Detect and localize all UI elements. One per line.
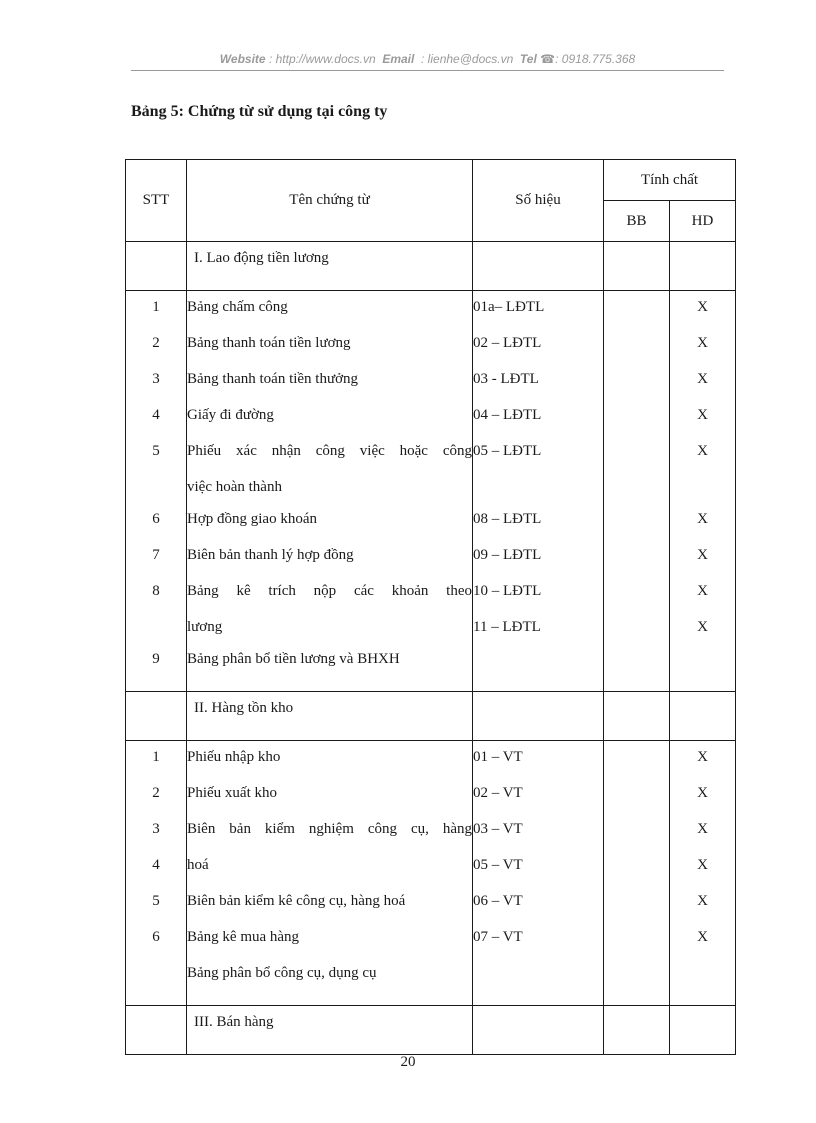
phone-icon: ☎ — [540, 52, 556, 66]
hd-mark: X — [697, 821, 708, 837]
code-cell: 03 - LĐTL — [473, 371, 539, 387]
hd-column — [670, 291, 736, 692]
section-row — [126, 1006, 736, 1055]
stt-cell: 5 — [152, 893, 160, 909]
hd-mark: X — [697, 443, 708, 459]
tel-label: Tel — [519, 52, 537, 66]
name-cell: lương — [187, 619, 223, 635]
code-cell: 10 – LĐTL — [473, 583, 542, 599]
name-cell: Biên bản kiểm kê công cụ, hàng hoá — [187, 893, 406, 909]
name-column — [187, 741, 473, 1006]
header-stt: STT — [126, 160, 187, 242]
documents-table — [125, 159, 736, 1055]
hd-mark: X — [697, 929, 708, 945]
stt-cell: 4 — [152, 407, 160, 423]
code-cell: 04 – LĐTL — [473, 407, 542, 423]
name-column — [187, 291, 473, 692]
section-row — [126, 242, 736, 291]
code-cell: 02 – LĐTL — [473, 335, 542, 351]
code-cell: 01a– LĐTL — [473, 299, 545, 315]
name-cell: Bảng thanh toán tiền thưởng — [187, 371, 359, 387]
hd-mark: X — [697, 299, 708, 315]
website-value: : http://www.docs.vn — [268, 52, 376, 66]
section-body — [126, 741, 736, 1006]
section-title: III. Bán hàng — [187, 1006, 473, 1055]
table-title: Bảng 5: Chứng từ sử dụng tại công ty — [131, 103, 388, 120]
stt-cell: 1 — [152, 299, 160, 315]
stt-cell: 2 — [152, 785, 160, 801]
email-value: : lienhe@docs.vn — [421, 52, 514, 66]
stt-cell: 9 — [152, 651, 160, 667]
hd-mark: X — [697, 407, 708, 423]
name-cell: Bảng kê trích nộp các khoản theo — [187, 583, 472, 599]
name-cell: Bảng phân bổ tiền lương và BHXH — [187, 651, 400, 667]
stt-column — [126, 741, 187, 1006]
name-cell: hoá — [187, 857, 209, 873]
code-column — [473, 741, 604, 1006]
page-number: 20 — [400, 1054, 416, 1070]
stt-cell: 2 — [152, 335, 160, 351]
code-cell: 09 – LĐTL — [473, 547, 542, 563]
name-cell: Phiếu nhập kho — [187, 749, 281, 765]
name-cell: Bảng thanh toán tiền lương — [187, 335, 351, 351]
hd-mark: X — [697, 857, 708, 873]
stt-cell: 1 — [152, 749, 160, 765]
code-cell — [473, 477, 603, 509]
hd-mark: X — [697, 893, 708, 909]
name-cell: Bảng kê mua hàng — [187, 929, 300, 945]
stt-cell: 6 — [152, 929, 160, 945]
code-cell: 01 – VT — [473, 749, 523, 765]
code-cell: 03 – VT — [473, 821, 523, 837]
website-label: Website — [219, 52, 266, 66]
section-title: II. Hàng tồn kho — [187, 692, 473, 741]
hd-mark: X — [697, 619, 708, 635]
hd-mark — [670, 477, 735, 509]
hd-mark: X — [697, 583, 708, 599]
hd-mark: X — [697, 511, 708, 527]
code-cell: 05 – VT — [473, 857, 523, 873]
bb-column — [604, 741, 670, 1006]
hd-mark: X — [697, 371, 708, 387]
header-name: Tên chứng từ — [187, 160, 473, 242]
header-divider — [131, 70, 724, 71]
hd-column — [670, 741, 736, 1006]
name-cell: việc hoàn thành — [187, 479, 282, 495]
code-cell: 06 – VT — [473, 893, 523, 909]
hd-mark: X — [697, 547, 708, 563]
name-cell: Biên bản thanh lý hợp đồng — [187, 547, 354, 563]
code-cell: 05 – LĐTL — [473, 443, 542, 459]
name-cell: Giấy đi đường — [187, 407, 274, 423]
stt-cell: 6 — [152, 511, 160, 527]
stt-cell — [126, 617, 186, 649]
code-cell: 02 – VT — [473, 785, 523, 801]
code-cell: 08 – LĐTL — [473, 511, 542, 527]
name-cell: Biên bản kiểm nghiệm công cụ, hàng — [187, 821, 472, 837]
section-body — [126, 291, 736, 692]
email-label: Email — [382, 52, 415, 66]
stt-cell: 3 — [152, 371, 160, 387]
header-hd: HD — [670, 201, 736, 242]
stt-cell: 7 — [152, 547, 160, 563]
stt-cell: 8 — [152, 583, 160, 599]
bb-column — [604, 291, 670, 692]
hd-mark: X — [697, 785, 708, 801]
stt-cell: 5 — [152, 443, 160, 459]
name-cell: Bảng phân bổ công cụ, dụng cụ — [187, 965, 377, 981]
code-column — [473, 291, 604, 692]
header-code: Số hiệu — [473, 160, 604, 242]
name-cell: Hợp đồng giao khoán — [187, 511, 317, 527]
stt-cell: 3 — [152, 821, 160, 837]
header-bb: BB — [604, 201, 670, 242]
section-title: I. Lao động tiền lương — [187, 242, 473, 291]
stt-cell — [126, 477, 186, 509]
page-header — [131, 52, 724, 66]
name-cell: Phiếu xuất kho — [187, 785, 277, 801]
tel-value: : 0918.775.368 — [555, 52, 636, 66]
table-header-row — [126, 160, 736, 201]
section-row — [126, 692, 736, 741]
name-cell: Bảng chấm công — [187, 299, 288, 315]
stt-cell: 4 — [152, 857, 160, 873]
code-cell: 07 – VT — [473, 929, 523, 945]
hd-mark: X — [697, 335, 708, 351]
header-nature: Tính chất — [604, 160, 736, 201]
name-cell: Phiếu xác nhận công việc hoặc công — [187, 443, 472, 459]
code-cell: 11 – LĐTL — [473, 619, 541, 635]
stt-column — [126, 291, 187, 692]
hd-mark: X — [697, 749, 708, 765]
